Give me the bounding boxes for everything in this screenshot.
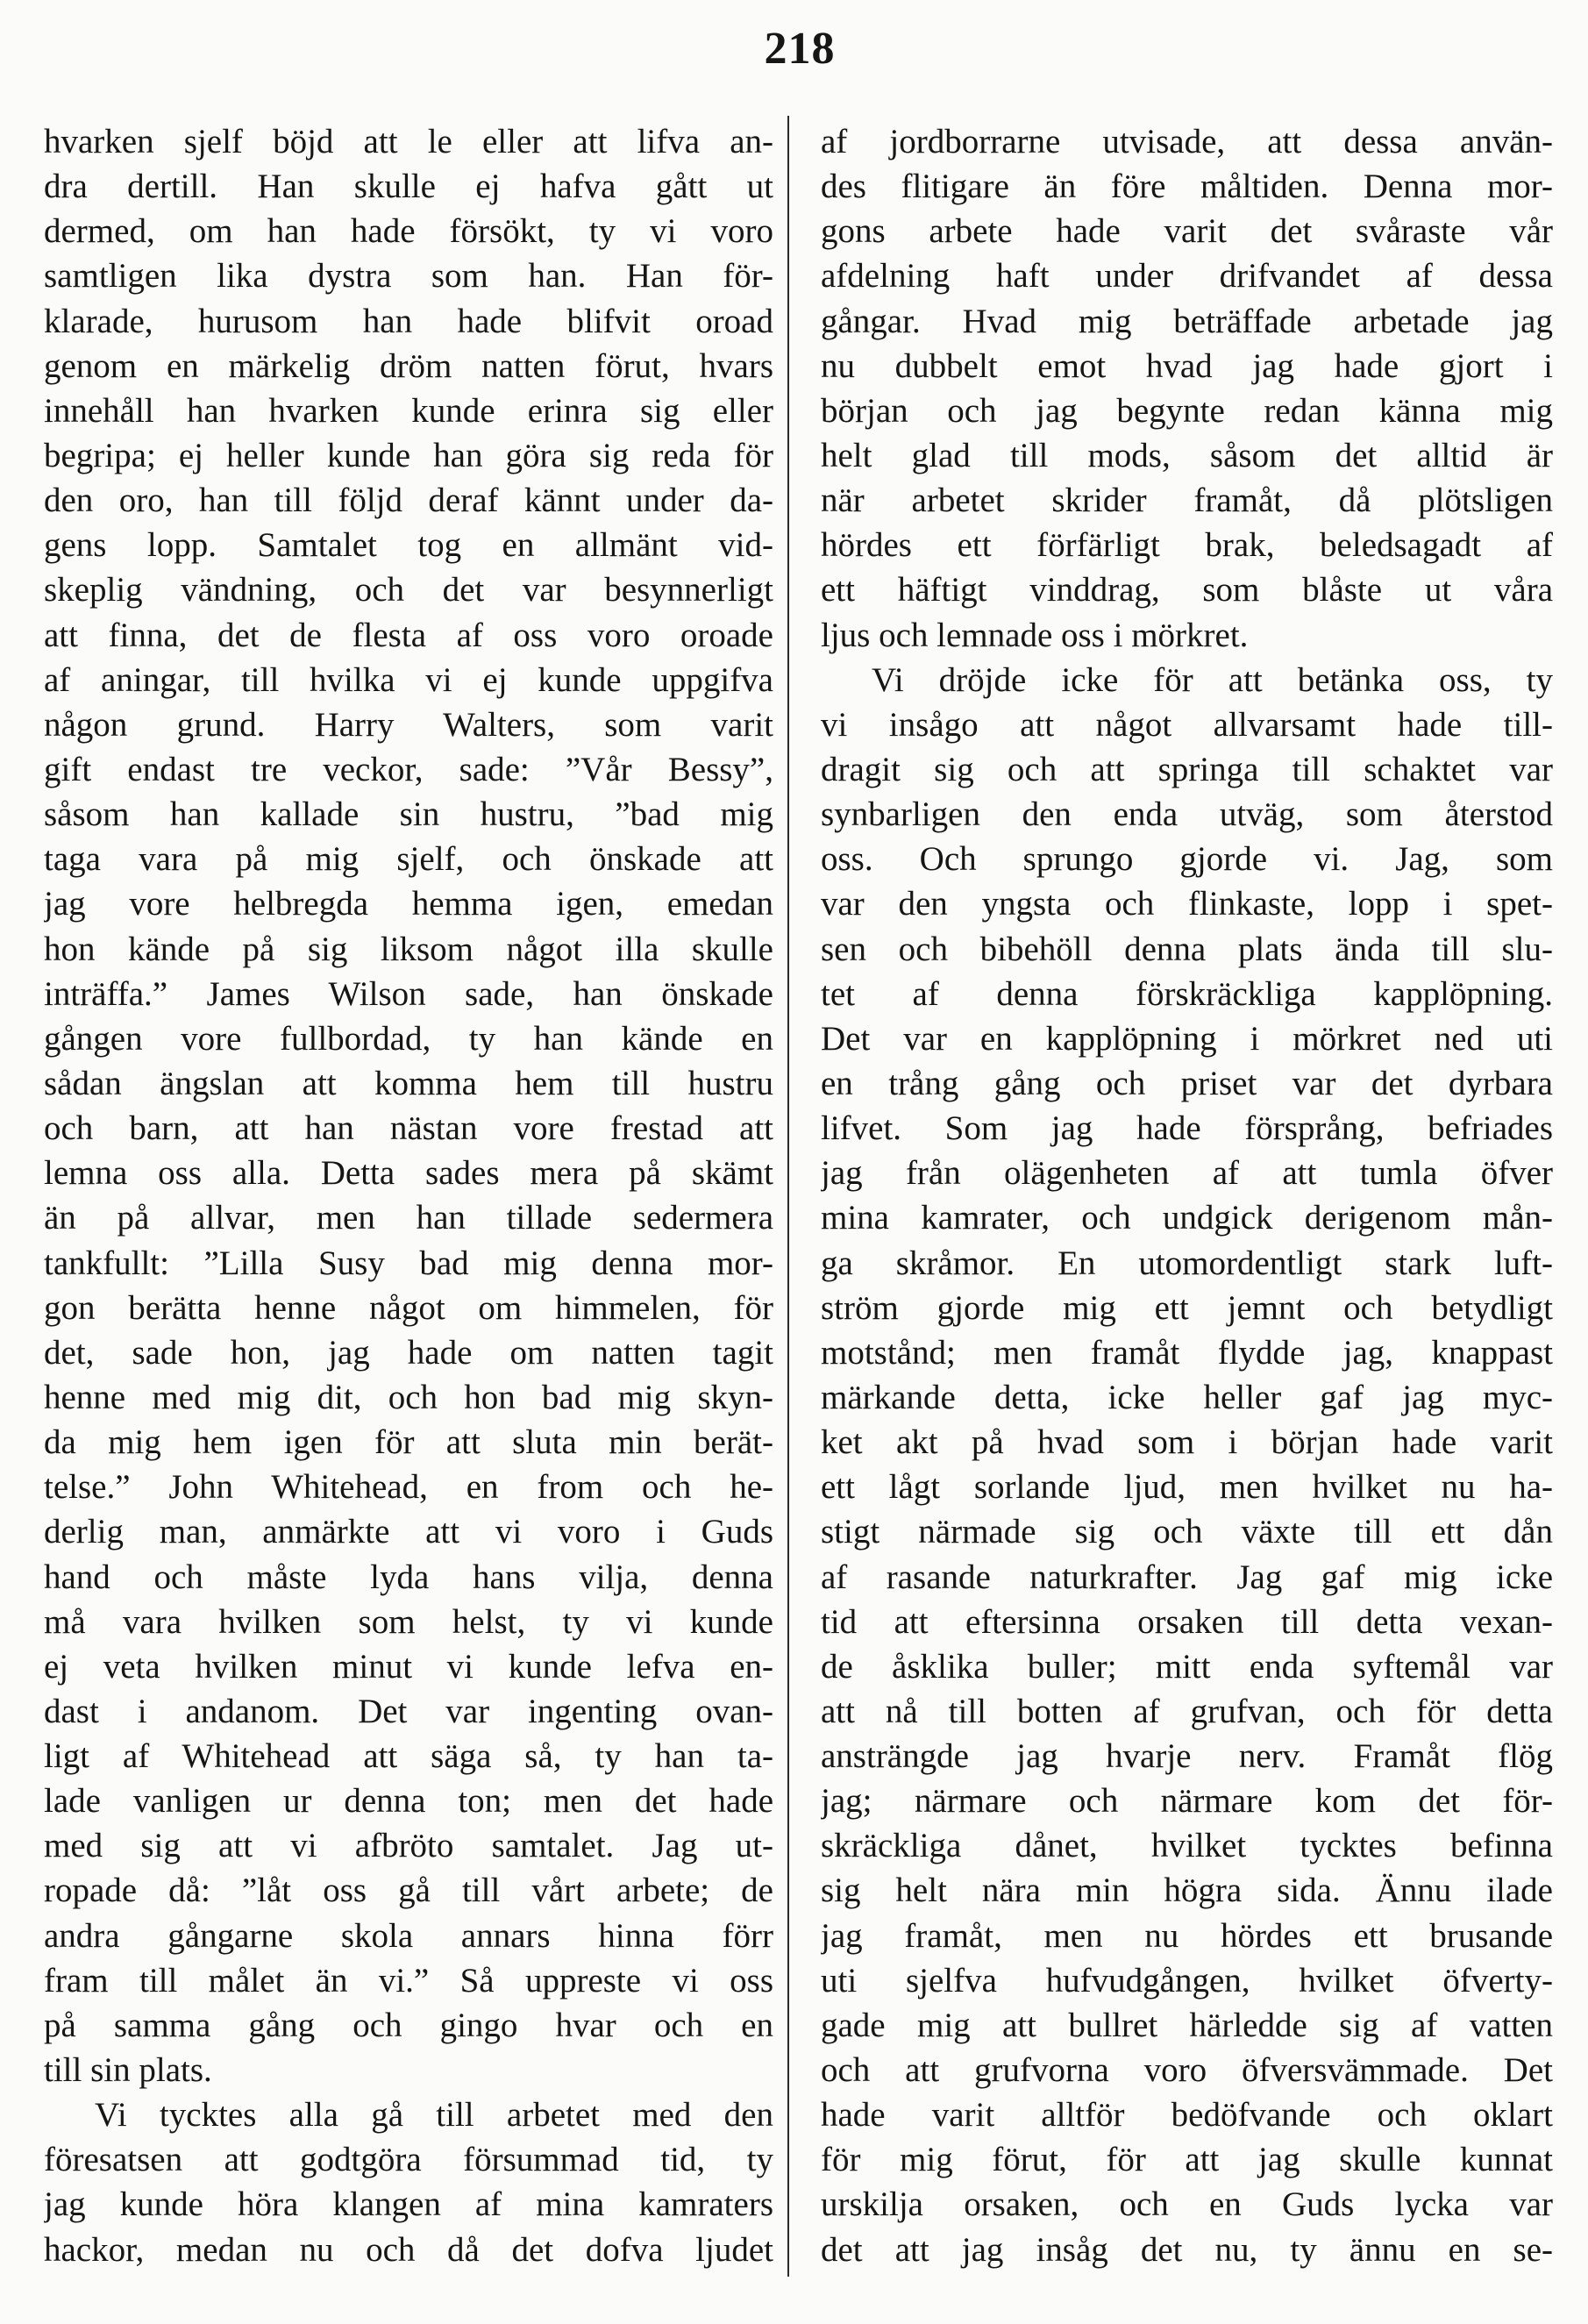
text-line: inträffa.” James Wilson sade, han önskade <box>44 974 773 1013</box>
text-line: dragit sig och att springa till schaktet var <box>821 750 1553 788</box>
text-line: gångar. Hvad mig beträffade arbetade jag <box>821 302 1553 340</box>
text-line: för mig förut, för att jag skulle kunnat <box>821 2141 1553 2179</box>
text-line: tankfullt: ”Lilla Susy bad mig denna mor- <box>44 1244 773 1282</box>
text-line: genom en märkelig dröm natten förut, hvars <box>44 346 773 385</box>
text-line: ström gjorde mig ett jemnt och betydligt <box>821 1288 1553 1327</box>
text-line: hackor, medan nu och då det dofva ljudet <box>44 2230 773 2269</box>
text-line: hon kände på sig liksom något illa skulle <box>44 930 773 968</box>
text-line: skeplig vändning, och det var besynnerligt <box>44 571 773 610</box>
text-line: tid att eftersinna orsaken till detta vexan- <box>821 1602 1553 1641</box>
text-line: urskilja orsaken, och en Guds lycka var <box>821 2185 1553 2224</box>
text-line: början och jag begynte redan känna mig <box>821 391 1553 430</box>
text-line: hade varit alltför bedöfvande och oklart <box>821 2096 1553 2135</box>
text-line: skräckliga dånet, hvilket tycktes befinna <box>821 1827 1553 1865</box>
text-line: oss. Och sprungo gjorde vi. Jag, som <box>821 840 1553 879</box>
text-line: ett lågt sorlande ljud, men hvilket nu ha- <box>821 1468 1553 1507</box>
text-line: af jordborrarne utvisade, att dessa använ- <box>821 123 1553 160</box>
text-line: en trång gång och priset var det dyrbara <box>821 1064 1553 1102</box>
text-line: gift endast tre veckor, sade: ”Vår Bessy”, <box>44 750 773 788</box>
text-line: derlig man, anmärkte att vi voro i Guds <box>44 1513 773 1551</box>
text-line: hand och måste lyda hans vilja, denna <box>44 1558 773 1596</box>
text-line: må vara hvilken som helst, ty vi kunde <box>44 1602 773 1641</box>
text-line: lifvet. Som jag hade försprång, befriades <box>821 1109 1553 1148</box>
column-rule <box>787 116 789 2277</box>
text-line: hvarken sjelf böjd att le eller att lifva an- <box>44 123 773 160</box>
text-line: märkande detta, icke heller gaf jag myc- <box>821 1378 1553 1416</box>
text-line: helt glad till mods, såsom det alltid är <box>821 436 1553 474</box>
text-line: gons arbete hade varit det svåraste vår <box>821 212 1553 251</box>
text-line: henne med mig dit, och hon bad mig skyn- <box>44 1378 773 1416</box>
text-line: da mig hem igen för att sluta min berät- <box>44 1423 773 1462</box>
text-line: hördes ett förfärligt brak, beledsagadt af <box>821 526 1553 565</box>
text-line: samtligen lika dystra som han. Han för- <box>44 257 773 296</box>
text-line: jag kunde höra klangen af mina kamraters <box>44 2185 773 2224</box>
text-line: till sin plats. <box>44 2051 212 2090</box>
text-line: jag framåt, men nu hördes ett brusande <box>821 1916 1553 1955</box>
text-line: taga vara på mig sjelf, och önskade att <box>44 840 773 879</box>
text-line: den oro, han till följd deraf kännt under da- <box>44 481 773 520</box>
text-line: att nå till botten af grufvan, och för detta <box>821 1692 1553 1730</box>
text-line: synbarligen den enda utväg, som återstod <box>821 795 1553 834</box>
text-line: när arbetet skrider framåt, då plötsligen <box>821 481 1553 520</box>
text-line: ligt af Whitehead att säga så, ty han ta- <box>44 1737 773 1776</box>
text-line: des flitigare än före måltiden. Denna mor- <box>821 168 1553 206</box>
text-line: lade vanligen ur denna ton; men det hade <box>44 1782 773 1821</box>
text-line: af rasande naturkrafter. Jag gaf mig icke <box>821 1558 1553 1596</box>
text-line: gade mig att bullret härledde sig af vatten <box>821 2006 1553 2044</box>
left-column <box>44 119 773 2272</box>
text-line: såsom han kallade sin hustru, ”bad mig <box>44 795 773 834</box>
text-line: sen och bibehöll denna plats ända till slu- <box>821 930 1553 968</box>
text-line: uti sjelfva hufvudgången, hvilket öfverty- <box>821 1961 1553 2000</box>
paragraph <box>821 119 1553 658</box>
text-line: det, sade hon, jag hade om natten tagit <box>44 1333 773 1372</box>
text-line: begripa; ej heller kunde han göra sig reda för <box>44 436 773 474</box>
text-line: sådan ängslan att komma hem till hustru <box>44 1064 773 1102</box>
text-line: jag; närmare och närmare kom det för- <box>821 1782 1553 1821</box>
text-line: och att grufvorna voro öfversvämmade. Det <box>821 2051 1553 2090</box>
text-line: stigt närmade sig och växte till ett dån <box>821 1513 1553 1551</box>
paragraph <box>821 658 1553 2272</box>
text-line: de åsklika buller; mitt enda syftemål var <box>821 1647 1553 1686</box>
text-line: ropade då: ”låt oss gå till vårt arbete; de <box>44 1871 773 1910</box>
text-line: än på allvar, men han tillade sedermera <box>44 1199 773 1237</box>
text-line: föresatsen att godtgöra försummad tid, ty <box>44 2141 773 2179</box>
text-line: ansträngde jag hvarje nerv. Framåt flög <box>821 1737 1553 1776</box>
text-line: dermed, om han hade försökt, ty vi voro <box>44 212 773 251</box>
text-line: ljus och lemnade oss i mörkret. <box>821 616 1249 654</box>
text-line: gon berätta henne något om himmelen, för <box>44 1288 773 1327</box>
text-line: det att jag insåg det nu, ty ännu en se- <box>821 2230 1553 2269</box>
text-line: innehåll han hvarken kunde erinra sig eller <box>44 391 773 430</box>
text-line: klarade, hurusom han hade blifvit oroad <box>44 302 773 340</box>
text-line: ej veta hvilken minut vi kunde lefva en- <box>44 1647 773 1686</box>
text-line: var den yngsta och flinkaste, lopp i spet- <box>821 885 1553 923</box>
right-column <box>821 119 1553 2272</box>
text-line: motstånd; men framåt flydde jag, knappast <box>821 1333 1553 1372</box>
text-line: gången vore fullbordad, ty han kände en <box>44 1019 773 1058</box>
text-line: med sig att vi afbröto samtalet. Jag ut- <box>44 1827 773 1865</box>
text-line: någon grund. Harry Walters, som varit <box>44 705 773 744</box>
text-line: ket akt på hvad som i början hade varit <box>821 1423 1553 1462</box>
text-line: dast i andanom. Det var ingenting ovan- <box>44 1692 773 1730</box>
text-line: jag från olägenheten af att tumla öfver <box>821 1154 1553 1193</box>
text-line: ga skråmor. En utomordentligt stark luft- <box>821 1244 1553 1282</box>
text-line: mina kamrater, och undgick derigenom mån- <box>821 1199 1553 1237</box>
text-line: telse.” John Whitehead, en from och he- <box>44 1468 773 1507</box>
paragraph <box>44 2092 773 2272</box>
text-line: Vi tycktes alla gå till arbetet med den <box>95 2096 773 2135</box>
text-line: lemna oss alla. Detta sades mera på skämt <box>44 1154 773 1193</box>
text-line: ett häftigt vinddrag, som blåste ut våra <box>821 571 1553 610</box>
text-line: på samma gång och gingo hvar och en <box>44 2006 773 2044</box>
text-line: afdelning haft under drifvandet af dessa <box>821 257 1553 296</box>
text-line: dra dertill. Han skulle ej hafva gått ut <box>44 168 773 206</box>
text-line: nu dubbelt emot hvad jag hade gjort i <box>821 346 1553 385</box>
text-line: tet af denna förskräckliga kapplöpning. <box>821 974 1553 1013</box>
text-line: Vi dröjde icke för att betänka oss, ty <box>872 660 1553 699</box>
text-line: af aningar, till hvilka vi ej kunde uppgifva <box>44 660 773 699</box>
paragraph <box>44 119 773 2092</box>
text-line: att finna, det de flesta af oss voro oroade <box>44 616 773 654</box>
text-line: vi insågo att något allvarsamt hade till- <box>821 705 1553 744</box>
text-line: gens lopp. Samtalet tog en allmänt vid- <box>44 526 773 565</box>
page-number: 218 <box>764 24 836 74</box>
text-line: jag vore helbregda hemma igen, emedan <box>44 885 773 923</box>
text-line: andra gångarne skola annars hinna förr <box>44 1916 773 1955</box>
text-line: och barn, att han nästan vore frestad att <box>44 1109 773 1148</box>
text-line: sig helt nära min högra sida. Ännu ilade <box>821 1871 1553 1910</box>
text-line: Det var en kapplöpning i mörkret ned uti <box>821 1019 1553 1058</box>
text-line: fram till målet än vi.” Så uppreste vi oss <box>44 1961 773 2000</box>
